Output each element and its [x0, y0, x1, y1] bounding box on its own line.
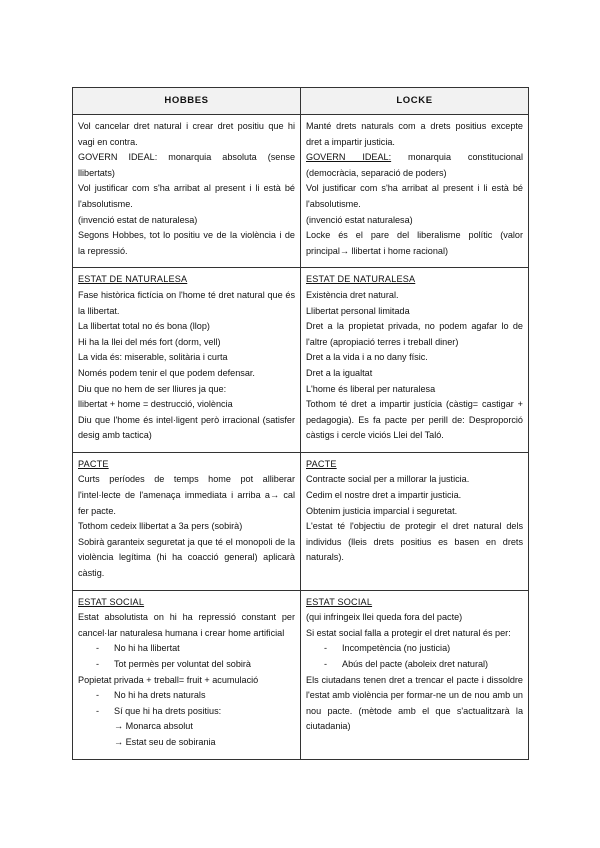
dash-item: [78, 688, 295, 704]
text-line: Llibertat personal limitada: [306, 305, 410, 316]
text-line: Cedim el nostre dret a impartir justicia.: [306, 490, 462, 501]
table-row: [73, 115, 529, 268]
text-line: L'estat té l'objectiu de protegir el dret natural dels individus (lleis drets positius es basen en drets naturals).: [306, 521, 523, 563]
dash-marker: -: [96, 643, 100, 654]
dash-marker: -: [96, 659, 100, 669]
text-line: (invenció estat de naturalesa): [78, 214, 198, 225]
text-line: Si estat social falla a protegir el dret natural és per:: [306, 627, 511, 638]
text-line: (qui infringeix llei queda fora del pacte): [306, 612, 463, 623]
text-line: Segons Hobbes, tot lo positiu ve de la violència i de la repressió.: [78, 230, 295, 256]
dash-item: [78, 641, 295, 657]
text-line: Existència dret natural.: [306, 289, 399, 300]
section-title: ESTAT DE NATURALESA: [306, 274, 416, 285]
text-line: Tothom té dret a impartir justícia (càstig= castigar + pedagogia). Es fa pacte per perill de: Desproporció càstigs i cercle viciós Llei del Taló.: [306, 399, 523, 441]
text-line: L'home és liberal per naturalesa: [306, 383, 436, 394]
hobbes-intro-cell: [73, 115, 301, 268]
text-line: Vol cancelar dret natural i crear dret positiu que hi vagi en contra.: [78, 121, 295, 147]
text-line: Obtenim justicia imparcial i seguretat.: [306, 505, 458, 516]
text-line: La llibertat total no és bona (llop): [78, 321, 210, 332]
text-line: Vol justificar com s'ha arribat al present i li està bé l'absolutisme.: [306, 183, 523, 209]
section-title: PACTE: [306, 458, 337, 469]
section-title: PACTE: [78, 458, 109, 469]
text-line: Locke és el pare del liberalisme polític (valor principal→ llibertat i home racional): [306, 230, 523, 256]
dash-marker: -: [96, 690, 100, 701]
govern-ideal-label: GOVERN IDEAL:: [78, 152, 158, 163]
locke-estat-naturalesa-cell: [301, 268, 529, 453]
section-title: ESTAT SOCIAL: [306, 596, 373, 607]
text-line: Només podem tenir el que podem defensar.: [78, 367, 255, 378]
dash-marker: -: [96, 705, 100, 716]
dash-item-text: No hi ha llibertat: [114, 643, 180, 654]
text-line: Diu que no hem de ser lliures ja que:: [78, 383, 227, 394]
hobbes-estat-social-cell: [73, 590, 301, 759]
text-line: La vida és: miserable, solitària i curta: [78, 352, 228, 363]
arrow-item: → Estat seu de sobirania: [114, 736, 216, 747]
govern-ideal-label: GOVERN IDEAL:: [306, 152, 392, 163]
dash-item: [78, 657, 295, 673]
text-line: Vol justificar com s'ha arribat al present i li està bé l'absolutisme.: [78, 183, 295, 209]
text-line: Sobirà garanteix seguretat ja que té el monopoli de la violència legítima (hi ha coacció general) aplicarà càstig.: [78, 536, 295, 579]
text-line: Estat absolutista on hi ha repressió constant per cancel·lar naturalesa humana i crear home artificial: [78, 612, 295, 638]
arrow-item: → Monarca absolut: [114, 721, 193, 732]
text-line: Tothom cedeix llibertat a 3a pers (sobirà): [78, 521, 243, 532]
dash-item-text: No hi ha drets naturals: [114, 690, 206, 701]
text-line: Dret a la vida i a no dany físic.: [306, 352, 428, 363]
dash-item: [306, 657, 523, 673]
text-line: Hi ha la llei del més fort (dorm, vell): [78, 336, 221, 347]
hobbes-estat-naturalesa-cell: [73, 268, 301, 453]
dash-item-text: Incompetència (no justicia): [342, 643, 451, 654]
text-line: (invenció estat naturalesa): [306, 214, 413, 225]
text-line: Els ciutadans tenen dret a trencar el pacte i dissoldre l'estat amb violència per formar-ne un de nou amb un nou pacte. (mètode amb el que s'actualitzarà la ciutadania): [306, 674, 523, 732]
locke-intro-cell: [301, 115, 529, 268]
section-title: ESTAT DE NATURALESA: [78, 274, 188, 285]
hobbes-pacte-cell: [73, 452, 301, 590]
text-line: Dret a la igualtat: [306, 367, 373, 378]
dash-marker: -: [324, 659, 328, 669]
text-line: Popietat privada + treball= fruit + acumulació: [78, 674, 259, 685]
section-title: ESTAT SOCIAL: [78, 596, 145, 607]
table-row: [73, 452, 529, 590]
table-row: [73, 268, 529, 453]
text-line: llibertat + home = destrucció, violència: [78, 399, 233, 410]
text-line: Contracte social per a millorar la justicia.: [306, 474, 470, 485]
text-line: Fase històrica fictícia on l'home té dret natural que és la llibertat.: [78, 289, 295, 316]
text-line: Manté drets naturals com a drets positius excepte dret a impartir justicia.: [306, 121, 523, 147]
dash-item: [306, 641, 523, 657]
dash-item-text: Sí que hi ha drets positius:: [114, 705, 222, 716]
header-hobbes: HOBBES: [73, 88, 301, 115]
header-locke: LOCKE: [301, 88, 529, 115]
dash-item-text: Tot permès per voluntat del sobirà: [114, 659, 251, 669]
dash-marker: -: [324, 643, 328, 654]
table-row: [73, 590, 529, 759]
govern-ideal-text: monarquia constitucional (democràcia, separació de poders): [306, 152, 523, 178]
govern-ideal-line: [78, 150, 295, 181]
header-row: [73, 88, 529, 115]
govern-ideal-line: [306, 150, 523, 181]
text-line: Dret a la propietat privada, no podem agafar lo de l'altre (apropiació terres i treball diner): [306, 321, 523, 347]
locke-pacte-cell: [301, 452, 529, 590]
text-line: Diu que l'home és intel·ligent però irracional (satisfer desig amb tactica): [78, 414, 295, 441]
govern-ideal-text: monarquia absoluta (sense llibertats): [78, 152, 296, 178]
comparison-table: [72, 87, 529, 760]
dash-item: [78, 704, 295, 720]
dash-item-text: Abús del pacte (aboleix dret natural): [342, 659, 489, 669]
locke-estat-social-cell: [301, 590, 529, 759]
text-line: Curts períodes de temps home pot alliberar l'intel·lecte de l'amenaça immediata i arriba a→ cal fer pacte.: [78, 474, 295, 516]
